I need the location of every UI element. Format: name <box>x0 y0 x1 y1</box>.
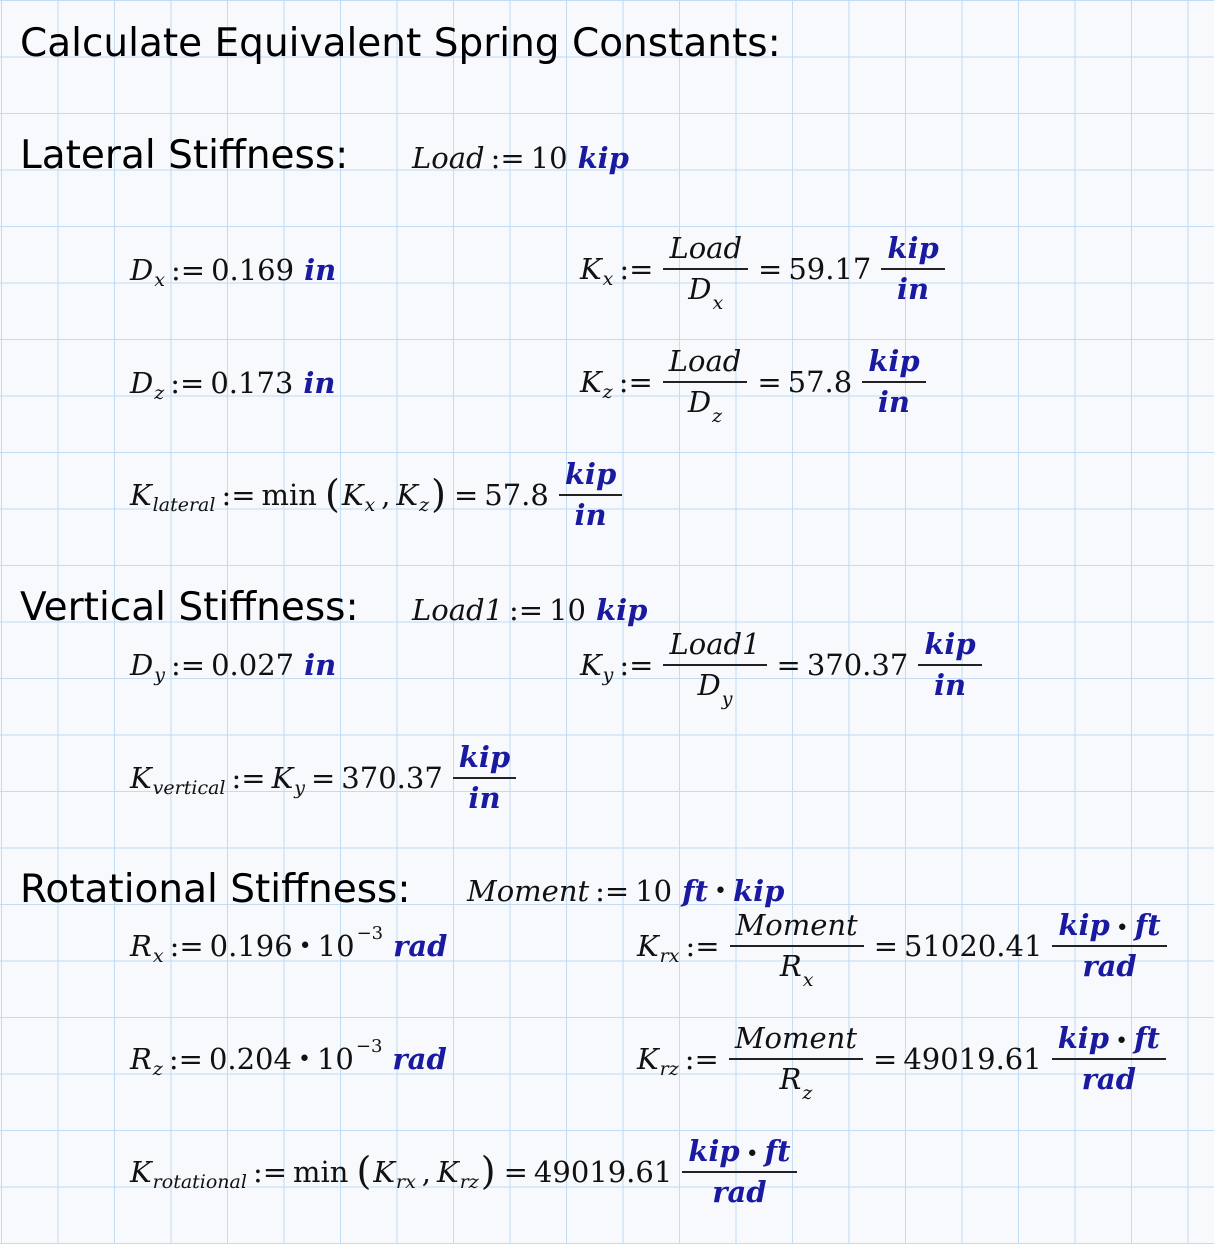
x-subscript: x <box>602 267 614 290</box>
assign-operator: := <box>490 141 525 175</box>
assign-operator: := <box>169 929 204 963</box>
moment-value: 10 <box>635 874 673 908</box>
fraction-denominator <box>774 947 820 991</box>
fraction-numerator: Moment <box>730 911 864 947</box>
kip-unit: kip <box>1057 1021 1110 1055</box>
unit-denominator: in <box>468 781 501 815</box>
unit-numerator <box>1052 908 1166 947</box>
rotational-subscript: rotational <box>152 1170 247 1193</box>
k-symbol: K <box>396 477 419 512</box>
load-definition[interactable] <box>412 141 629 175</box>
equals-operator: = <box>873 1041 898 1076</box>
k-symbol: K <box>130 1154 152 1189</box>
equals-operator: = <box>757 364 782 399</box>
vertical-subscript: vertical <box>152 776 226 799</box>
load1-value: 10 <box>549 593 587 627</box>
r-symbol: R <box>130 929 152 963</box>
k-symbol: K <box>130 477 152 512</box>
vertical-stiffness-heading: Vertical Stiffness: <box>20 585 359 630</box>
right-paren: ) <box>480 1149 496 1193</box>
kx-result: 59.17 <box>788 251 872 286</box>
z-subscript: z <box>712 405 723 427</box>
unit-numerator: kip <box>862 347 925 383</box>
k-symbol: K <box>373 1154 395 1189</box>
kvertical-result: 370.37 <box>341 760 443 795</box>
equals-operator: = <box>758 251 783 286</box>
z-subscript: z <box>802 1082 813 1104</box>
rx-definition[interactable] <box>130 922 448 967</box>
unit-denominator: in <box>877 385 910 419</box>
k-symbol: K <box>271 760 294 795</box>
kip-per-in-unit <box>881 231 944 306</box>
multiply-dot: • <box>297 1046 311 1072</box>
ft-unit: ft <box>764 1134 791 1168</box>
assign-operator: := <box>170 366 205 400</box>
x-subscript: x <box>154 269 165 291</box>
comma: , <box>381 477 391 512</box>
klateral-result: 57.8 <box>484 477 549 512</box>
moment-over-rx-fraction <box>730 908 864 991</box>
rad-unit: rad <box>392 1042 447 1076</box>
unit-denominator: rad <box>1082 949 1137 983</box>
fraction-denominator <box>682 270 729 314</box>
z-subscript: z <box>602 380 613 403</box>
z-subscript: z <box>419 493 430 516</box>
load-over-dx-fraction <box>663 231 748 314</box>
equals-operator: = <box>873 928 899 963</box>
k-symbol: K <box>130 760 152 795</box>
k-symbol: K <box>637 1041 659 1076</box>
kip-unit: kip <box>1058 908 1110 942</box>
ky-result: 370.37 <box>806 647 909 682</box>
assign-operator: := <box>168 1042 203 1076</box>
assign-operator: := <box>618 364 653 399</box>
exponent: −3 <box>356 922 384 944</box>
assign-operator: := <box>171 648 206 682</box>
ten-base: 10 <box>316 1042 354 1076</box>
r-symbol: R <box>130 1042 152 1076</box>
k-symbol: K <box>341 477 364 512</box>
left-paren: ( <box>356 1149 372 1193</box>
k-symbol: K <box>637 928 659 963</box>
fraction-numerator: Moment <box>729 1024 863 1060</box>
load1-definition[interactable] <box>412 593 648 627</box>
in-unit: in <box>304 253 337 287</box>
unit-denominator: rad <box>1081 1062 1136 1096</box>
equals-operator: = <box>453 477 479 512</box>
dz-value: 0.173 <box>210 366 294 400</box>
in-unit: in <box>304 648 337 682</box>
fraction-numerator: Load <box>663 234 748 270</box>
kx-equation[interactable] <box>580 231 949 314</box>
kip-unit: kip <box>733 874 785 908</box>
moment-definition[interactable] <box>467 874 785 908</box>
assign-operator: := <box>231 760 266 795</box>
unit-denominator: in <box>574 498 607 532</box>
kip-per-in-unit <box>559 457 622 532</box>
dx-definition[interactable] <box>130 253 337 291</box>
z-subscript: z <box>154 382 165 404</box>
rad-unit: rad <box>393 929 448 963</box>
dz-definition[interactable] <box>130 366 336 404</box>
left-paren: ( <box>324 472 340 516</box>
ky-equation[interactable] <box>580 627 986 710</box>
d-symbol: D <box>130 648 154 682</box>
lateral-subscript: lateral <box>152 493 216 516</box>
d-symbol: D <box>130 366 154 400</box>
ft-unit: ft <box>682 874 709 908</box>
y-subscript: y <box>721 688 733 710</box>
rz-definition[interactable] <box>130 1035 447 1080</box>
krotational-equation[interactable] <box>130 1134 801 1209</box>
ft-unit: ft <box>1134 1021 1160 1055</box>
ten-base: 10 <box>317 929 355 963</box>
multiply-dot: • <box>298 933 312 959</box>
exponent: −3 <box>355 1035 383 1057</box>
k-symbol: K <box>437 1154 459 1189</box>
kip-unit: kip <box>577 141 629 175</box>
right-paren: ) <box>431 472 446 516</box>
d-symbol: D <box>130 253 154 287</box>
kz-result: 57.8 <box>787 364 853 399</box>
fraction-numerator: Load1 <box>663 630 766 666</box>
dy-definition[interactable] <box>130 648 337 686</box>
kip-per-in-unit <box>453 740 516 815</box>
d-symbol: D <box>688 272 712 306</box>
assign-operator: := <box>252 1154 288 1189</box>
assign-operator: := <box>221 477 256 512</box>
assign-operator: := <box>684 1041 719 1076</box>
equals-operator: = <box>776 647 801 682</box>
in-unit: in <box>303 366 336 400</box>
multiply-dot: • <box>714 878 727 904</box>
rz-subscript: rz <box>659 1057 679 1080</box>
klateral-equation[interactable] <box>130 457 626 532</box>
k-symbol: K <box>580 251 602 286</box>
unit-numerator: kip <box>559 460 622 496</box>
kz-equation[interactable] <box>580 344 930 427</box>
assign-operator: := <box>595 874 630 908</box>
equals-operator: = <box>503 1154 528 1189</box>
unit-denominator: in <box>933 668 967 702</box>
load-over-dz-fraction <box>663 344 748 427</box>
load-variable: Load <box>412 141 485 175</box>
lateral-stiffness-heading: Lateral Stiffness: <box>20 133 349 178</box>
unit-denominator: rad <box>712 1175 767 1209</box>
moment-variable: Moment <box>467 874 590 908</box>
kip-ft-per-rad-unit <box>1052 1021 1166 1096</box>
x-subscript: x <box>802 969 814 991</box>
load1-over-dy-fraction <box>663 627 766 710</box>
kip-unit: kip <box>596 593 648 627</box>
krz-result: 49019.61 <box>903 1041 1042 1076</box>
r-symbol: R <box>779 1062 802 1096</box>
rz-value: 0.204 <box>208 1042 292 1076</box>
fraction-numerator: Load <box>663 347 748 383</box>
unit-numerator: kip <box>453 743 516 779</box>
krx-equation[interactable] <box>637 908 1171 991</box>
kip-per-in-unit <box>918 627 981 702</box>
d-symbol: D <box>697 668 721 702</box>
krx-result: 51020.41 <box>904 928 1043 963</box>
load-value: 10 <box>530 141 568 175</box>
unit-numerator <box>1052 1021 1166 1060</box>
assign-operator: := <box>685 928 720 963</box>
y-subscript: y <box>602 663 614 686</box>
min-function: min <box>293 1154 349 1189</box>
assign-operator: := <box>170 253 206 287</box>
kvertical-equation[interactable] <box>130 740 520 815</box>
rx-subscript: rx <box>395 1170 416 1193</box>
assign-operator: := <box>509 593 544 627</box>
unit-numerator <box>682 1134 796 1173</box>
kip-unit: kip <box>688 1134 740 1168</box>
multiply-dot: • <box>745 1142 759 1167</box>
fraction-denominator <box>692 666 739 710</box>
equals-operator: = <box>310 760 336 795</box>
unit-numerator: kip <box>918 630 981 666</box>
rx-value: 0.196 <box>209 929 293 963</box>
rz-subscript: rz <box>459 1170 479 1193</box>
k-symbol: K <box>580 364 602 399</box>
assign-operator: := <box>619 647 654 682</box>
y-subscript: y <box>154 664 165 686</box>
x-subscript: x <box>152 945 164 967</box>
x-subscript: x <box>712 292 724 314</box>
multiply-dot: • <box>1115 1029 1129 1054</box>
krotational-result: 49019.61 <box>533 1154 673 1189</box>
fraction-denominator <box>773 1060 818 1104</box>
d-symbol: D <box>687 385 712 419</box>
rotational-stiffness-heading: Rotational Stiffness: <box>20 867 411 912</box>
dy-value: 0.027 <box>211 648 295 682</box>
load1-variable: Load1 <box>412 593 504 627</box>
kip-ft-per-rad-unit <box>682 1134 796 1209</box>
k-symbol: K <box>580 647 602 682</box>
dx-value: 0.169 <box>211 253 295 287</box>
comma: , <box>421 1154 432 1189</box>
y-subscript: y <box>294 776 305 799</box>
r-symbol: R <box>779 949 802 983</box>
multiply-dot: • <box>1115 916 1129 941</box>
kip-per-in-unit <box>862 344 925 419</box>
krz-equation[interactable] <box>637 1021 1170 1104</box>
rx-subscript: rx <box>659 944 680 967</box>
x-subscript: x <box>364 493 376 516</box>
unit-denominator: in <box>897 272 930 306</box>
kip-ft-per-rad-unit <box>1052 908 1166 983</box>
worksheet-title: Calculate Equivalent Spring Constants: <box>20 21 781 66</box>
fraction-denominator <box>682 383 728 427</box>
moment-over-rz-fraction <box>729 1021 863 1104</box>
assign-operator: := <box>619 251 654 286</box>
z-subscript: z <box>152 1058 163 1080</box>
unit-numerator: kip <box>881 234 944 270</box>
ft-unit: ft <box>1134 908 1161 942</box>
min-function: min <box>261 477 317 512</box>
